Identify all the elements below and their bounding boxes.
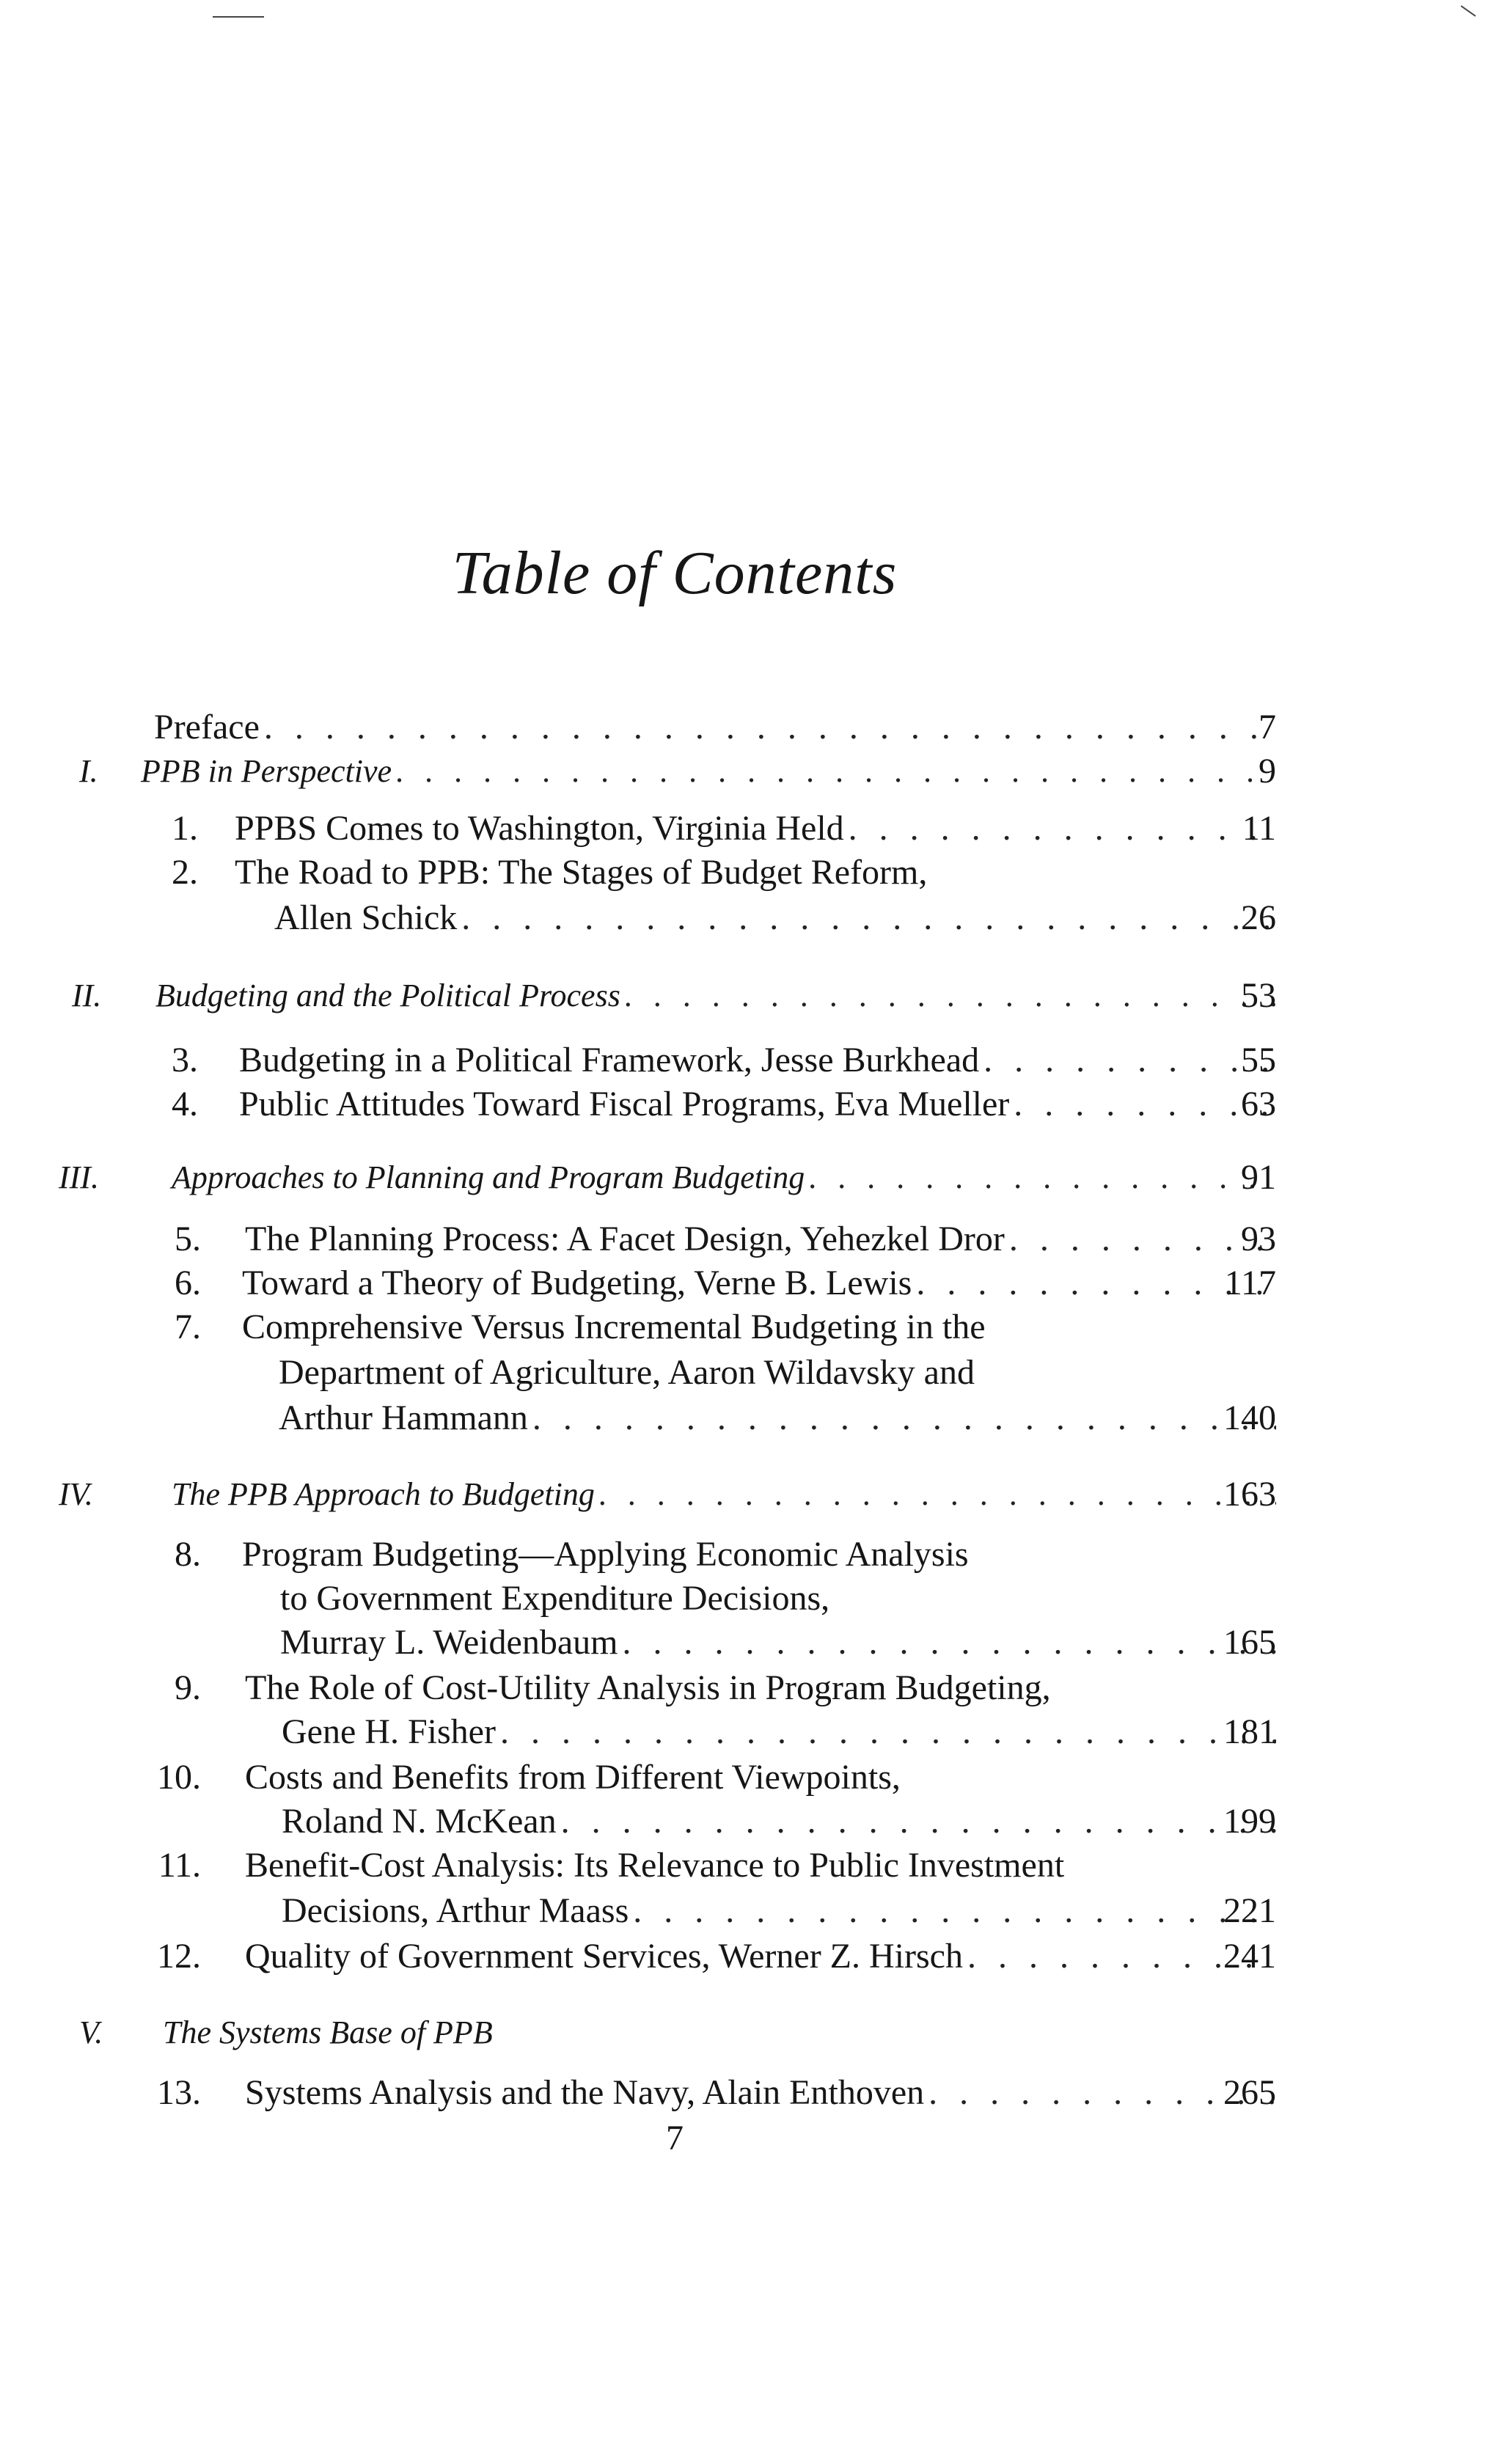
leader-dots	[599, 1473, 1276, 1517]
chapter-number: 12.	[157, 1937, 201, 1976]
leader-dots	[532, 1396, 1276, 1440]
scan-mark	[1461, 5, 1476, 16]
toc-chapter-2-line2	[274, 896, 1276, 940]
toc-chapter-5	[245, 1217, 1276, 1261]
toc-chapter-6	[242, 1261, 1276, 1305]
page-number: 265	[1223, 2073, 1276, 2112]
part-title: Approaches to Planning and Program Budgeting	[172, 1159, 805, 1195]
page-number: 26	[1241, 898, 1276, 937]
toc-chapter-8-line3	[280, 1621, 1276, 1665]
page-number: 181	[1223, 1712, 1276, 1751]
chapter-title: PPBS Comes to Washington, Virginia Held	[235, 809, 844, 848]
chapter-author: Allen Schick	[274, 898, 458, 937]
chapter-number: 3.	[172, 1041, 198, 1079]
page-number: 9	[1259, 752, 1276, 791]
part-title: The Systems Base of PPB	[163, 2014, 493, 2050]
toc-chapter-12	[245, 1935, 1276, 1979]
chapter-number: 9.	[175, 1668, 201, 1707]
chapter-title: Toward a Theory of Budgeting, Verne B. Lewis	[242, 1264, 912, 1302]
chapter-title: The Role of Cost-Utility Analysis in Program Budgeting,	[245, 1668, 1051, 1707]
page-number: 7	[1259, 708, 1276, 747]
chapter-title: Comprehensive Versus Incremental Budgeting in the	[242, 1308, 986, 1346]
page-number: 117	[1224, 1264, 1276, 1302]
leader-dots	[500, 1710, 1276, 1754]
toc-chapter-3	[239, 1038, 1276, 1082]
page-number: 53	[1241, 976, 1276, 1015]
page-number: 55	[1241, 1041, 1276, 1079]
page-number: 241	[1223, 1937, 1276, 1976]
chapter-title: Budgeting in a Political Framework, Jesse Burkhead	[239, 1041, 980, 1079]
chapter-title: Department of Agriculture, Aaron Wildavsky and	[279, 1353, 975, 1392]
chapter-title: The Planning Process: A Facet Design, Yehezkel Dror	[245, 1220, 1005, 1258]
scan-mark	[213, 16, 264, 18]
chapter-author: Decisions, Arthur Maass	[282, 1891, 629, 1930]
toc-chapter-7-line1	[242, 1305, 1276, 1349]
part-numeral: II.	[72, 978, 102, 1013]
chapter-number: 4.	[172, 1085, 198, 1123]
part-title: Budgeting and the Political Process	[155, 978, 620, 1013]
toc-chapter-1	[235, 807, 1276, 851]
part-title: The PPB Approach to Budgeting	[172, 1476, 595, 1512]
toc-chapter-9-line1	[245, 1666, 1276, 1710]
chapter-title: The Road to PPB: The Stages of Budget Reform,	[235, 853, 928, 892]
entry-label: Preface	[154, 708, 260, 747]
toc-chapter-7-line2	[279, 1351, 1276, 1395]
chapter-author: Roland N. McKean	[282, 1802, 557, 1841]
page-number: 93	[1241, 1220, 1276, 1258]
page-number: 199	[1223, 1802, 1276, 1841]
leader-dots	[561, 1800, 1276, 1844]
toc-part-4	[172, 1473, 1276, 1517]
chapter-title: Benefit-Cost Analysis: Its Relevance to Public Investment	[245, 1846, 1065, 1885]
chapter-title: Systems Analysis and the Navy, Alain Enthoven	[245, 2073, 925, 2112]
part-numeral: V.	[79, 2014, 103, 2050]
toc-chapter-11-line2	[282, 1889, 1276, 1933]
part-title: PPB in Perspective	[141, 753, 392, 789]
part-numeral: III.	[59, 1159, 99, 1195]
chapter-author: Murray L. Weidenbaum	[280, 1623, 618, 1662]
page-number: 163	[1223, 1475, 1276, 1514]
chapter-title: to Government Expenditure Decisions,	[280, 1579, 830, 1618]
leader-dots	[622, 1621, 1276, 1665]
leader-dots	[625, 974, 1276, 1018]
page-number: 91	[1241, 1158, 1276, 1197]
leader-dots	[633, 1889, 1276, 1933]
toc-chapter-2-line1	[235, 851, 1276, 895]
chapter-number: 11.	[158, 1846, 201, 1885]
folio-page-number: 7	[666, 2119, 684, 2157]
toc-chapter-7-line3	[279, 1396, 1276, 1440]
chapter-title: Public Attitudes Toward Fiscal Programs, Eva Mueller	[239, 1085, 1010, 1123]
chapter-title: Quality of Government Services, Werner Z. Hirsch	[245, 1937, 963, 1976]
toc-part-5	[163, 2011, 1276, 2055]
toc-chapter-9-line2	[282, 1710, 1276, 1754]
toc-chapter-8-line1	[242, 1533, 1276, 1577]
chapter-author: Gene H. Fisher	[282, 1712, 496, 1751]
leader-dots	[461, 896, 1276, 940]
page-number: 11	[1242, 809, 1276, 848]
page-number: 63	[1241, 1085, 1276, 1123]
chapter-title: Program Budgeting—Applying Economic Analysis	[242, 1535, 969, 1574]
chapter-number: 2.	[172, 853, 198, 892]
toc-part-2	[155, 974, 1276, 1018]
toc-chapter-10-line2	[282, 1800, 1276, 1844]
chapter-number: 6.	[175, 1264, 201, 1302]
leader-dots	[396, 749, 1276, 793]
chapter-number: 13.	[157, 2073, 201, 2112]
part-numeral: IV.	[59, 1476, 93, 1512]
chapter-number: 10.	[157, 1758, 201, 1797]
page-number: 221	[1223, 1891, 1276, 1930]
chapter-number: 7.	[175, 1308, 201, 1346]
chapter-author: Arthur Hammann	[279, 1398, 528, 1437]
toc-part-3	[172, 1156, 1276, 1200]
toc-chapter-11-line1	[245, 1844, 1276, 1888]
toc-entry-preface	[154, 705, 1276, 749]
toc-part-1	[141, 749, 1276, 793]
part-numeral: I.	[79, 753, 98, 789]
chapter-number: 5.	[175, 1220, 201, 1258]
chapter-number: 8.	[175, 1535, 201, 1574]
toc-chapter-8-line2	[280, 1577, 1276, 1621]
toc-chapter-10-line1	[245, 1756, 1276, 1800]
toc-chapter-13	[245, 2071, 1276, 2115]
page-title: Table of Contents	[452, 539, 898, 607]
toc-chapter-4	[239, 1082, 1276, 1126]
chapter-number: 1.	[172, 809, 198, 848]
page-number: 140	[1223, 1398, 1276, 1437]
page-number: 165	[1223, 1623, 1276, 1662]
chapter-title: Costs and Benefits from Different Viewpoints,	[245, 1758, 901, 1797]
leader-dots	[264, 705, 1276, 749]
